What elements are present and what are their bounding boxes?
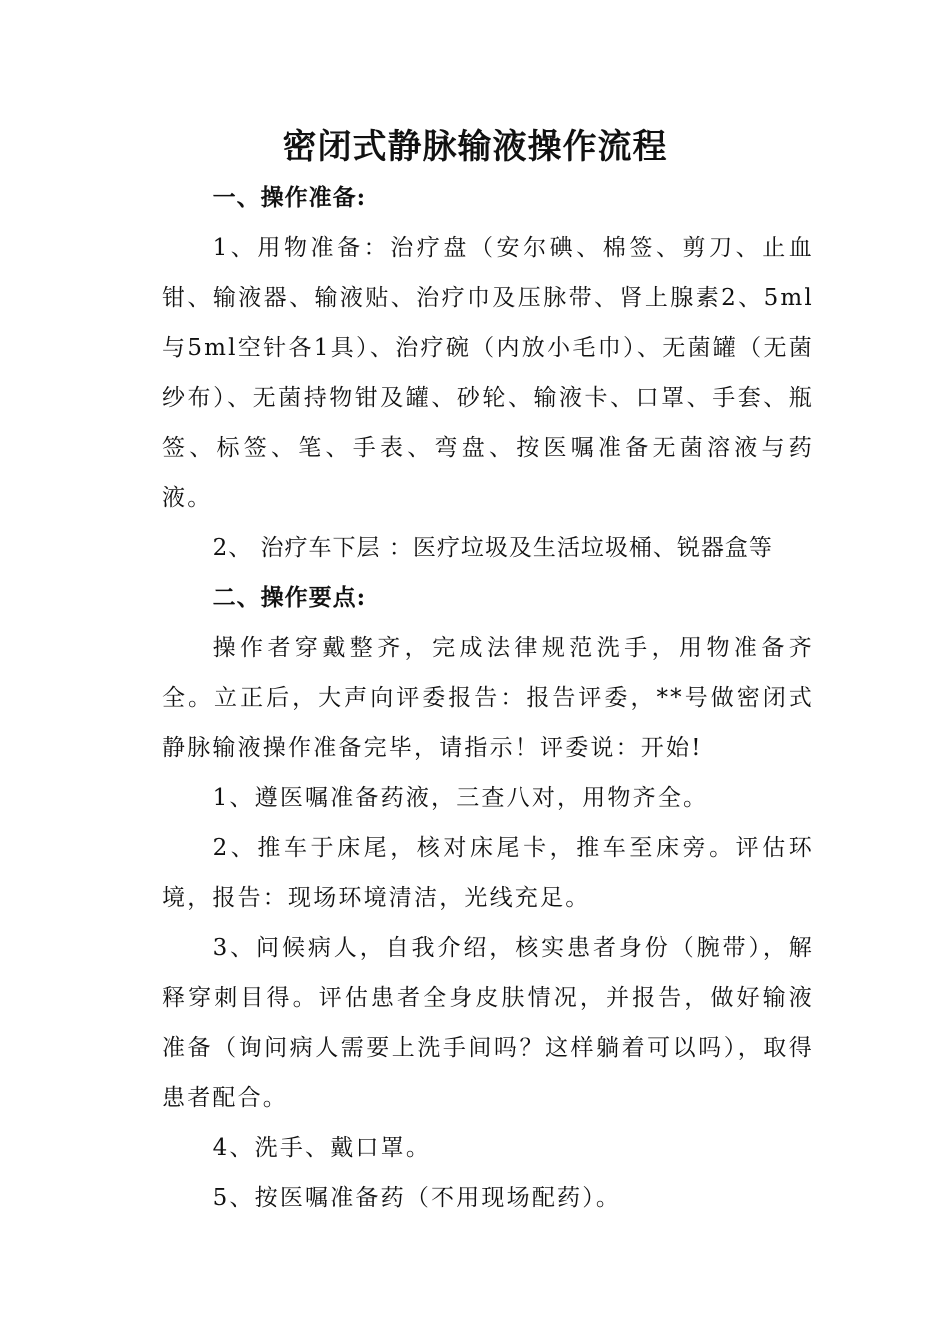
section-heading-key-points: 二、操作要点: [212, 584, 367, 611]
paragraph-step-4: 4、洗手、戴口罩。 [212, 1135, 432, 1161]
paragraph-step-3: 3、问候病人，自我介绍，核实患者身份（腕带），解释穿刺目得。评估患者全身皮肤情况，并报告，做好输液准备（询问病人需要上洗手间吗？这样躺着可以吗），取得患者配合。 [162, 935, 814, 1111]
section-heading-preparation: 一、操作准备: [212, 184, 367, 211]
paragraph-step-5: 5、按医嘱准备药（不用现场配药）。 [212, 1185, 622, 1211]
paragraph-supplies: 1、用物准备：治疗盘（安尔碘、棉签、剪刀、止血钳、输液器、输液贴、治疗巾及压脉带、肾上腺素2、5ml与5ml空针各1具）、治疗碗（内放小毛巾）、无菌罐（无菌纱布）、无菌持物钳及罐、砂轮、输液卡、口罩、手套、瓶签、标签、笔、手表、弯盘、按医嘱准备无菌溶液与药液。 [162, 235, 814, 511]
document-body [162, 173, 814, 1223]
document-title: 密闭式静脉输液操作流程 [282, 127, 668, 167]
paragraph-step-1: 1、遵医嘱准备药液，三查八对，用物齐全。 [212, 785, 709, 811]
paragraph-cart-lower-layer: 2、 治疗车下层 ：医疗垃圾及生活垃圾桶、锐器盒等 [212, 535, 773, 561]
paragraph-step-2: 2、推车于床尾，核对床尾卡，推车至床旁。评估环境，报告：现场环境清洁，光线充足。 [162, 835, 814, 911]
paragraph-intro-report: 操作者穿戴整齐，完成法律规范洗手，用物准备齐全。立正后，大声向评委报告：报告评委，**号做密闭式静脉输液操作准备完毕，请指示！评委说：开始! [162, 635, 814, 761]
